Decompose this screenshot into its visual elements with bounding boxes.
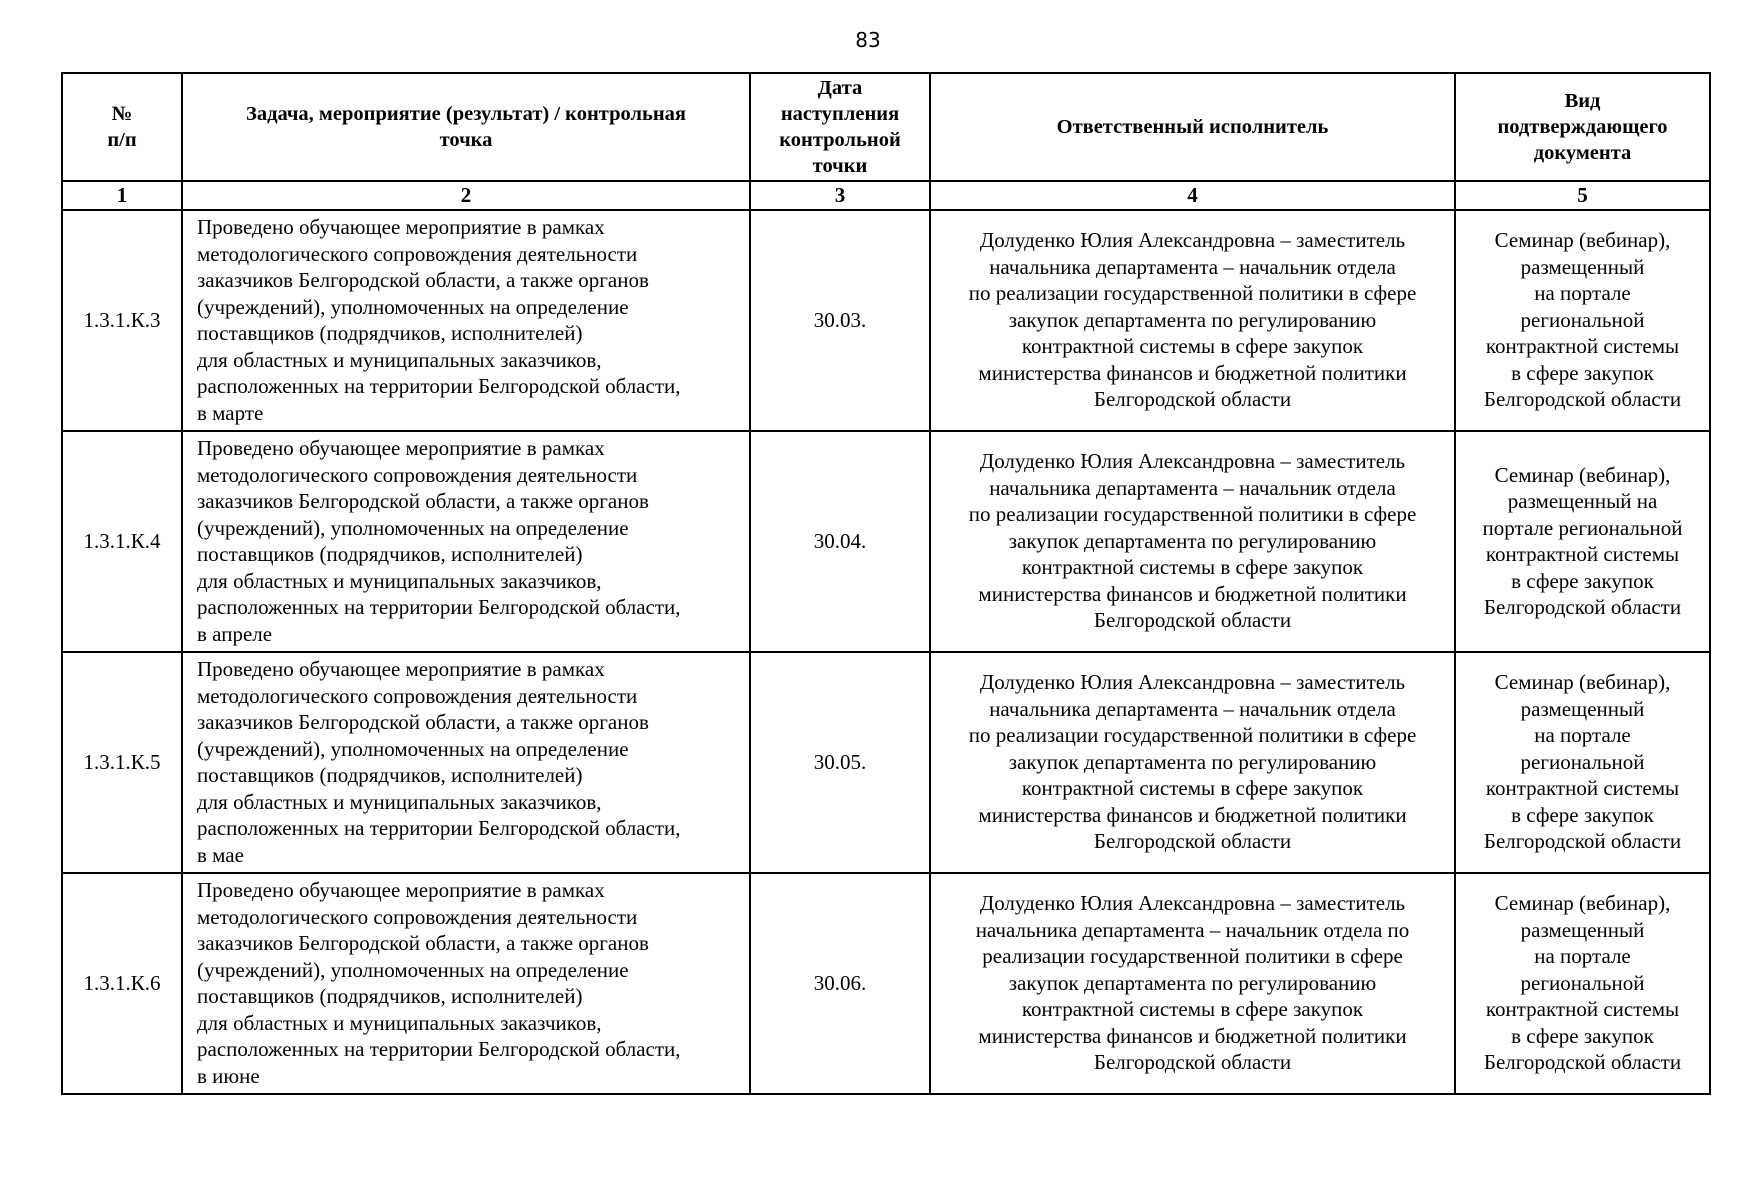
text-line: поставщиков (подрядчиков, исполнителей) [197,763,583,787]
table-row [62,210,1710,431]
text-line: Проведено обучающее мероприятие в рамках [197,436,605,460]
text-line: на портале [1534,281,1631,306]
task-cell [182,652,750,873]
text-line: контрактной системы в сфере закупок [1021,334,1364,359]
text-line: (учреждений), уполномоченных на определение [197,515,629,540]
text-line: размещенный [1520,254,1645,279]
text-line: для областных и муниципальных заказчиков, [197,1010,602,1035]
header-row [62,73,1710,181]
text-line: Ответственный исполнитель [1056,116,1329,138]
text-line: Проведено обучающее мероприятие в рамках [197,657,605,681]
column-number: 5 [1455,181,1710,210]
text-line: Белгородской области [1483,829,1682,854]
page-number: 83 [855,28,881,52]
text-line: портале региональной [1482,515,1683,540]
text-line: расположенных на территории Белгородской области, [197,816,681,840]
text-line: точки [812,155,868,177]
text-line: расположенных на территории Белгородской области, [197,1037,681,1061]
text-line: размещенный на [1507,489,1658,513]
text-line: министерства финансов и бюджетной политики [978,1023,1407,1048]
column-number: 3 [750,181,930,210]
text-line: в сфере закупок [1511,802,1654,827]
text-line: расположенных на территории Белгородской области, [197,374,681,398]
text-line: начальника департамента – начальник отдела по [975,917,1410,942]
text-line: региональной [1520,970,1645,995]
text-line: расположенных на территории Белгородской области, [197,595,681,619]
table-row [62,431,1710,652]
text-line: Задача, мероприятие (результат) / контрольная [246,103,686,125]
date-cell: 30.06. [750,873,930,1094]
text-line: размещенный [1520,917,1645,942]
text-line: Белгородской области [1483,1050,1682,1075]
table-row [62,652,1710,873]
header-cell-task [182,73,750,181]
text-line: контрактной системы [1485,542,1680,566]
text-line: для областных и муниципальных заказчиков, [197,347,602,372]
text-line: контрактной системы в сфере закупок [1021,555,1364,580]
text-line: контрактной системы [1485,776,1680,801]
column-number-row [62,181,1710,210]
date-cell: 30.05. [750,652,930,873]
header-cell-number [62,73,182,181]
document-cell [1455,210,1710,431]
task-cell [182,210,750,431]
text-line: заказчиков Белгородской области, а также органов [197,268,649,292]
text-line: Долуденко Юлия Александровна – заместитель [979,670,1406,695]
text-line: в апреле [197,621,273,646]
responsible-cell [930,652,1455,873]
text-line: № [111,103,133,125]
text-line: заказчиков Белгородской области, а также органов [197,489,649,513]
task-cell [182,873,750,1094]
text-line: министерства финансов и бюджетной политики [978,802,1407,827]
text-line: по реализации государственной политики в сфере [968,281,1417,306]
text-line: Белгородской области [1093,387,1292,412]
header-cell-document [1455,73,1710,181]
column-number: 1 [62,181,182,210]
text-line: в сфере закупок [1511,1023,1654,1048]
text-line: Долуденко Юлия Александровна – заместитель [979,449,1406,474]
text-line: заказчиков Белгородской области, а также органов [197,710,649,734]
task-cell [182,431,750,652]
responsible-cell [930,210,1455,431]
text-line: подтверждающего [1497,116,1668,138]
text-line: Белгородской области [1483,387,1682,412]
text-line: методологического сопровождения деятельности [197,904,638,929]
text-line: заказчиков Белгородской области, а также органов [197,931,649,955]
text-line: наступления [780,103,900,125]
date-cell: 30.03. [750,210,930,431]
text-line: в мае [197,842,244,867]
text-line: контрактной системы в сфере закупок [1021,997,1364,1022]
text-line: закупок департамента по регулированию [1008,749,1377,774]
text-line: для областных и муниципальных заказчиков, [197,789,602,814]
row-id: 1.3.1.К.5 [62,652,182,873]
date-cell: 30.04. [750,431,930,652]
text-line: по реализации государственной политики в сфере [968,723,1417,748]
text-line: министерства финансов и бюджетной политики [978,581,1407,606]
text-line: министерства финансов и бюджетной политики [978,360,1407,385]
text-line: методологического сопровождения деятельности [197,241,638,266]
responsible-cell [930,873,1455,1094]
text-line: закупок департамента по регулированию [1008,970,1377,995]
text-line: контрактной системы [1485,334,1680,359]
text-line: методологического сопровождения деятельности [197,683,638,708]
text-line: закупок департамента по регулированию [1008,307,1377,332]
text-line: региональной [1520,749,1645,774]
text-line: Долуденко Юлия Александровна – заместитель [979,228,1406,253]
text-line: Проведено обучающее мероприятие в рамках [197,878,605,902]
text-line: Семинар (вебинар), [1494,670,1671,695]
table-row [62,873,1710,1094]
text-line: по реализации государственной политики в сфере [968,502,1417,527]
text-line: на портале [1534,944,1631,969]
document-cell [1455,431,1710,652]
row-id: 1.3.1.К.6 [62,873,182,1094]
document-cell [1455,873,1710,1094]
text-line: поставщиков (подрядчиков, исполнителей) [197,542,583,566]
text-line: документа [1533,142,1632,164]
text-line: методологического сопровождения деятельности [197,462,638,487]
text-line: Дата [817,77,863,99]
text-line: начальника департамента – начальник отдела [989,696,1396,721]
text-line: начальника департамента – начальник отдела [989,254,1396,279]
document-cell [1455,652,1710,873]
text-line: закупок департамента по регулированию [1008,528,1377,553]
text-line: Семинар (вебинар), [1494,228,1671,253]
text-line: начальника департамента – начальник отдела [989,475,1396,500]
row-id: 1.3.1.К.3 [62,210,182,431]
column-number: 4 [930,181,1455,210]
responsible-cell [930,431,1455,652]
text-line: контрольной [779,129,901,151]
text-line: Белгородской области [1093,829,1292,854]
text-line: (учреждений), уполномоченных на определение [197,957,629,982]
text-line: реализации государственной политики в сфере [982,944,1403,969]
column-number: 2 [182,181,750,210]
text-line: в сфере закупок [1511,360,1654,385]
text-line: Долуденко Юлия Александровна – заместитель [979,891,1406,916]
text-line: в июне [197,1063,260,1088]
header-cell-responsible [930,73,1455,181]
row-id: 1.3.1.К.4 [62,431,182,652]
text-line: поставщиков (подрядчиков, исполнителей) [197,321,583,345]
header-cell-date [750,73,930,181]
text-line: п/п [107,129,137,151]
text-line: Проведено обучающее мероприятие в рамках [197,215,605,239]
text-line: Белгородской области [1093,1050,1292,1075]
text-line: точка [439,129,493,151]
text-line: для областных и муниципальных заказчиков, [197,568,602,593]
control-points-table [61,72,1711,1095]
text-line: контрактной системы [1485,997,1680,1022]
text-line: Белгородской области [1483,595,1682,619]
text-line: размещенный [1520,696,1645,721]
text-line: в марте [197,400,264,425]
text-line: Белгородской области [1093,608,1292,633]
text-line: Семинар (вебинар), [1494,891,1671,916]
text-line: в сфере закупок [1511,568,1654,593]
text-line: региональной [1520,307,1645,332]
text-line: контрактной системы в сфере закупок [1021,776,1364,801]
text-line: (учреждений), уполномоченных на определение [197,736,629,761]
text-line: Семинар (вебинар), [1494,462,1671,487]
text-line: (учреждений), уполномоченных на определение [197,294,629,319]
text-line: на портале [1534,723,1631,748]
text-line: Вид [1564,90,1601,112]
text-line: поставщиков (подрядчиков, исполнителей) [197,984,583,1008]
